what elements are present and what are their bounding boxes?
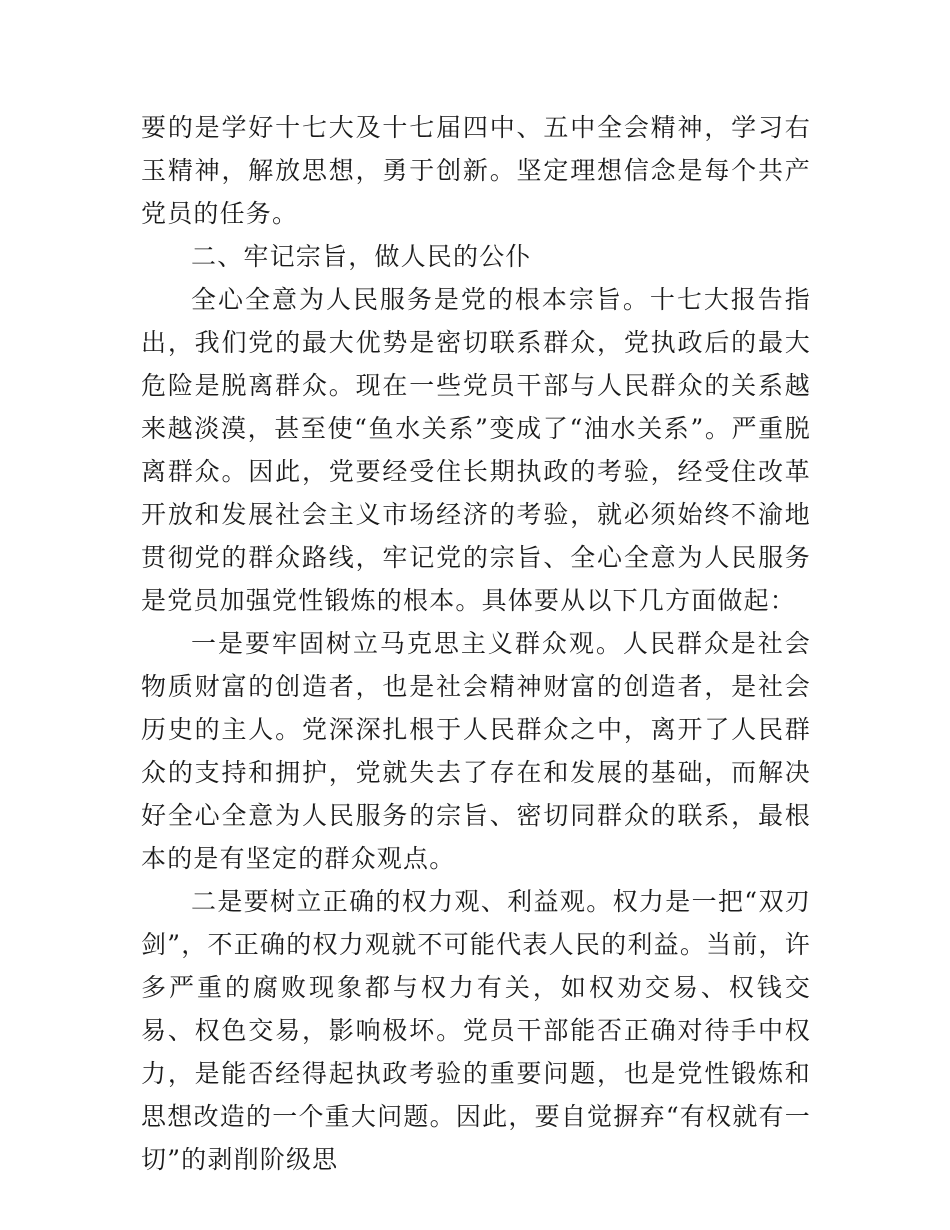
section-heading: 二、牢记宗旨，做人民的公仆 (191, 242, 532, 271)
paragraph-power-view: 二是要树立正确的权力观、利益观。权力是一把“双刃剑”，不正确的权力观就不可能代表人民的利益。当前，许多严重的腐败现象都与权力有关，如权劝交易、权钱交易、权色交易，影响极坏。党员干部能否正确对待手中权力，是能否经得起执政考验的重要问题，也是党性锻炼和思想改造的一个重大问题。因此，要自觉摒弃“有权就有一切”的剥削阶级思 (141, 887, 811, 1174)
document-body (141, 106, 811, 1181)
paragraph-mass-view: 一是要牢固树立马克思主义群众观。人民群众是社会物质财富的创造者，也是社会精神财富的创造者，是社会历史的主人。党深深扎根于人民群众之中，离开了人民群众的支持和拥护，党就失去了存在和发展的基础，而解决好全心全意为人民服务的宗旨、密切同群众的联系，最根本的是有坚定的群众观点。 (141, 629, 811, 873)
paragraph-continuation: 要的是学好十七大及十七届四中、五中全会精神，学习右玉精神，解放思想，勇于创新。坚定理想信念是每个共产党员的任务。 (141, 113, 811, 228)
paragraph-purpose: 全心全意为人民服务是党的根本宗旨。十七大报告指出，我们党的最大优势是密切联系群众，党执政后的最大危险是脱离群众。现在一些党员干部与人民群众的关系越来越淡漠，甚至使“鱼水关系”变成了“油水关系”。严重脱离群众。因此，党要经受住长期执政的考验，经受住改革开放和发展社会主义市场经济的考验，就必须始终不渝地贯彻党的群众路线，牢记党的宗旨、全心全意为人民服务是党员加强党性锻炼的根本。具体要从以下几方面做起： (141, 285, 811, 615)
